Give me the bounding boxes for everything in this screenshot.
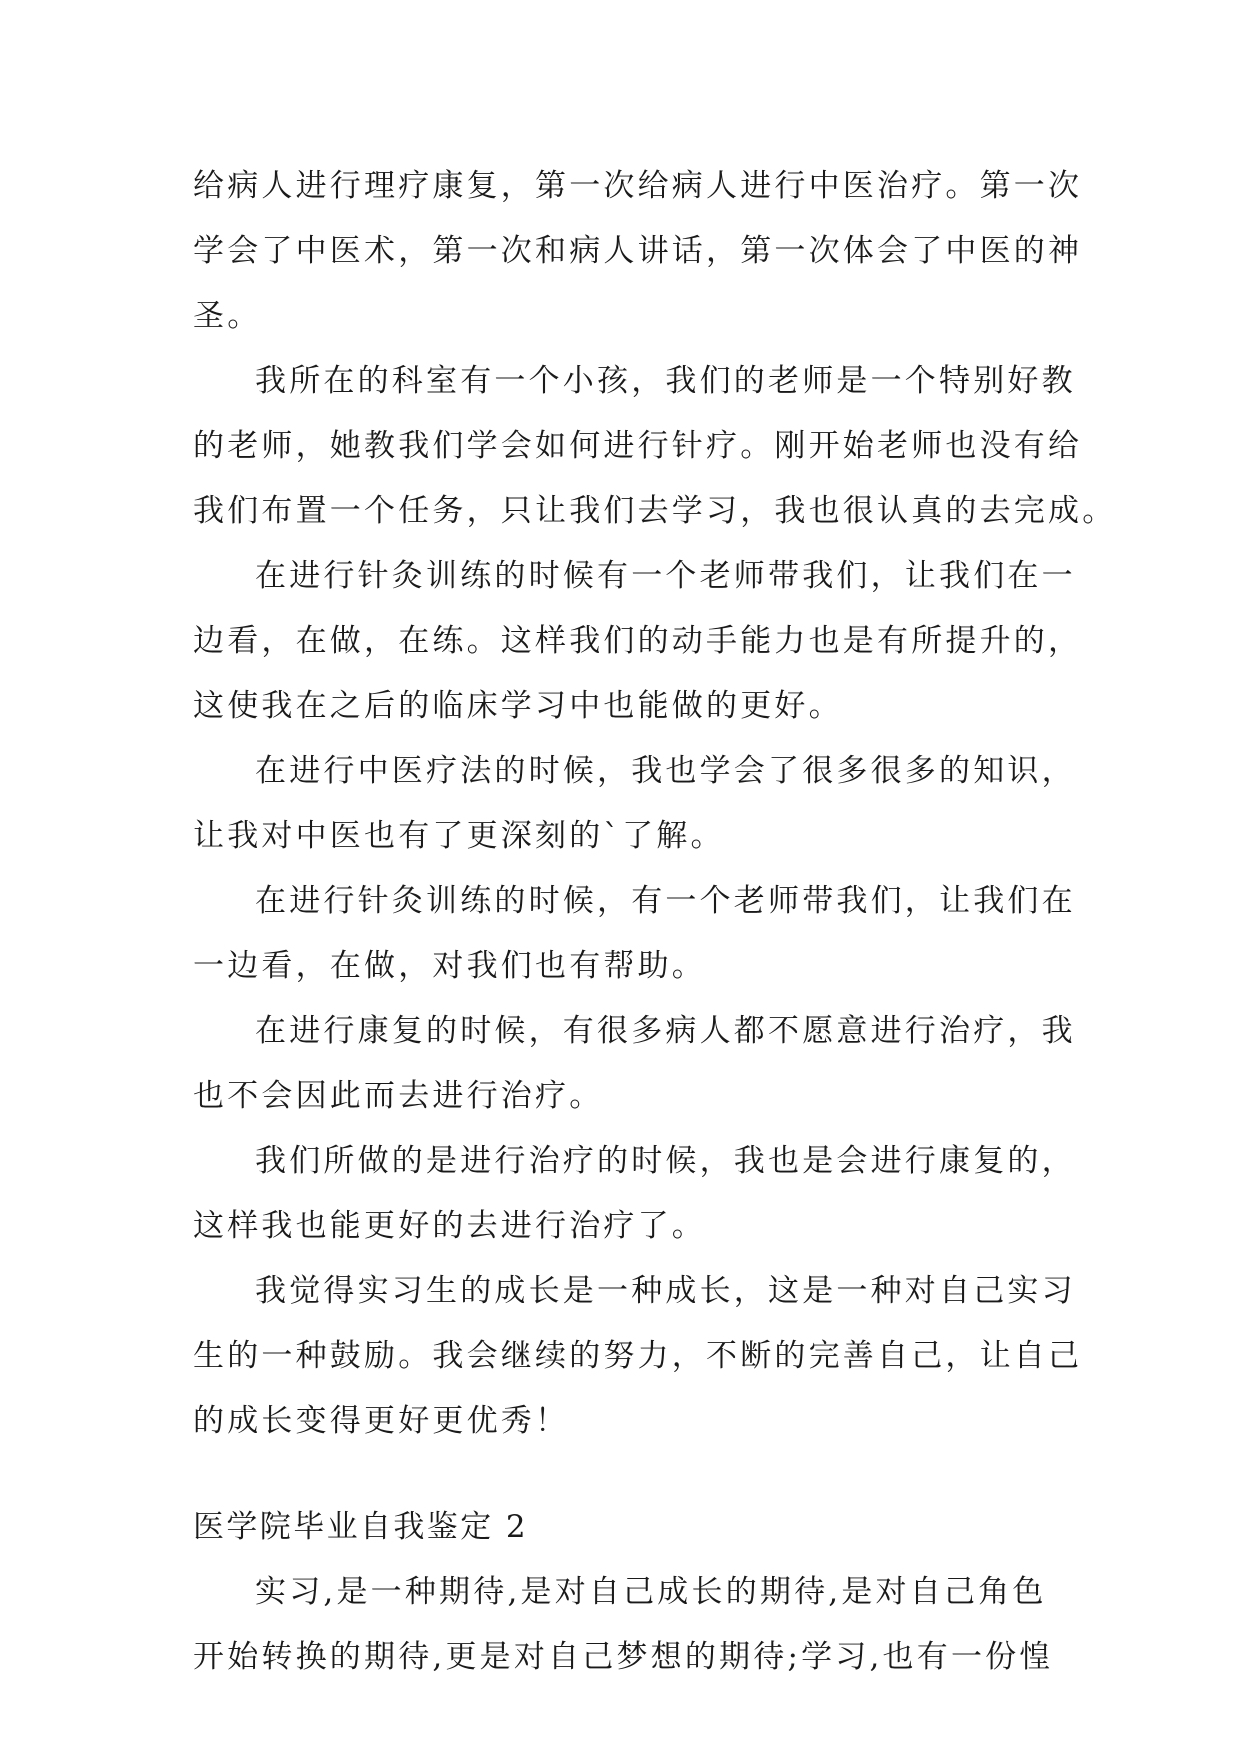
body-text-line: 开始转换的期待,更是对自己梦想的期待;学习,也有一份惶 [193, 1639, 1054, 1675]
body-text-line: 我们布置一个任务，只让我们去学习，我也很认真的去完成。 [193, 493, 1117, 529]
paragraph-first-line: 在进行针灸训练的时候有一个老师带我们，让我们在一 [255, 558, 1076, 594]
paragraph-first-line: 在进行中医疗法的时候，我也学会了很多很多的知识， [255, 753, 1076, 789]
body-text-line: 这使我在之后的临床学习中也能做的更好。 [193, 688, 843, 724]
section-heading: 医学院毕业自我鉴定 2 [193, 1509, 528, 1545]
paragraph-first-line: 在进行针灸训练的时候，有一个老师带我们，让我们在 [255, 883, 1076, 919]
body-text-line: 的老师，她教我们学会如何进行针疗。刚开始老师也没有给 [193, 428, 1083, 464]
body-text-line: 给病人进行理疗康复，第一次给病人进行中医治疗。第一次 [193, 168, 1083, 204]
body-text-line: 一边看，在做，对我们也有帮助。 [193, 948, 706, 984]
body-text-line: 圣。 [193, 298, 262, 334]
body-text-line: 让我对中医也有了更深刻的`了解。 [193, 818, 725, 854]
body-text-line: 生的一种鼓励。我会继续的努力，不断的完善自己，让自己 [193, 1338, 1083, 1374]
body-text-line: 学会了中医术，第一次和病人讲话，第一次体会了中医的神 [193, 233, 1083, 269]
paragraph-first-line: 我们所做的是进行治疗的时候，我也是会进行康复的， [255, 1143, 1076, 1179]
paragraph-first-line: 我所在的科室有一个小孩，我们的老师是一个特别好教 [255, 363, 1076, 399]
paragraph-first-line: 我觉得实习生的成长是一种成长，这是一种对自己实习 [255, 1273, 1076, 1309]
body-text-line: 也不会因此而去进行治疗。 [193, 1078, 604, 1114]
body-text-line: 的成长变得更好更优秀！ [193, 1403, 570, 1439]
body-text-line: 这样我也能更好的去进行治疗了。 [193, 1208, 706, 1244]
paragraph-first-line: 在进行康复的时候，有很多病人都不愿意进行治疗，我 [255, 1013, 1076, 1049]
paragraph-first-line: 实习,是一种期待,是对自己成长的期待,是对自己角色 [255, 1574, 1047, 1610]
body-text-line: 边看，在做，在练。这样我们的动手能力也是有所提升的， [193, 623, 1083, 659]
